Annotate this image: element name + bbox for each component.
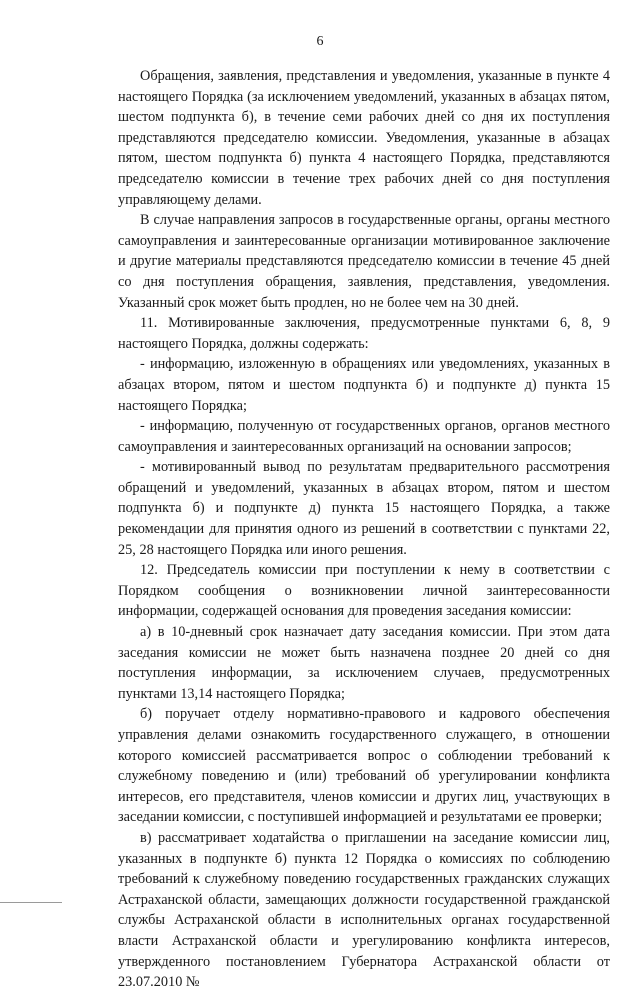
scan-artifact-line [0,902,62,903]
paragraph: Обращения, заявления, представления и уведомления, указанные в пункте 4 настоящего Порядка (за исключением уведомлений, указанных в абзацах пятом, шестом подпункта б), в течение семи рабочих дней со дня их поступления представляются председателю комиссии. Уведомления, указанные в абзацах пятом, шестом подпункта б) пункта 4 настоящего Порядка, представляются председателю комиссии в течение трех рабочих дней со дня поступления управляющему делами. [118,68,610,208]
paragraph: - информацию, полученную от государственных органов, органов местного самоуправления и заинтересованных организаций на основании запросов; [118,418,610,455]
paragraph: - мотивированный вывод по результатам предварительного рассмотрения обращений и уведомлений, указанных в абзацах втором, пятом и шестом подпункта б) и подпункте д) пункта 15 настоящего Порядка, а также рекомендации для принятия одного из решений в соответствии с пунктами 22, 25, 28 настоящего Порядка или иного решения. [118,459,610,558]
paragraph: - информацию, изложенную в обращениях или уведомлениях, указанных в абзацах втором, пятом и шестом подпункта б) и подпункте д) пункта 15 настоящего Порядка; [118,356,610,414]
paragraph: в) рассматривает ходатайства о приглашении на заседание комиссии лиц, указанных в подпункте б) пункта 12 Порядка о комиссиях по соблюдению требований к служебному поведению государственных гражданских служащих Астраханской области, замещающих должности государственной гражданской службы Астраханской области в исполнительных органах государственной власти Астраханской области и урегулированию конфликта интересов, утвержденного постановлением Губернатора Астраханской области от 23.07.2010 № [118,829,610,991]
document-body [118,66,610,993]
paragraph: 11. Мотивированные заключения, предусмотренные пунктами 6, 8, 9 настоящего Порядка, должны содержать: [118,315,610,352]
paragraph: а) в 10-дневный срок назначает дату заседания комиссии. При этом дата заседания комиссии не может быть назначена позднее 20 дней со дня поступления информации, за исключением случаев, предусмотренных пунктами 13,14 настоящего Порядка; [118,624,610,702]
paragraph: б) поручает отделу нормативно-правового и кадрового обеспечения управления делами ознакомить государственного служащего, в отношении которого комиссией рассматривается вопрос о соблюдении требований к служебному поведению и (или) требований об урегулировании конфликта интересов, его представителя, членов комиссии и других лиц, участвующих в заседании комиссии, с поступившей информацией и результатами ее проверки; [118,706,610,826]
paragraph: В случае направления запросов в государственные органы, органы местного самоуправления и заинтересованные организации мотивированное заключение и другие материалы представляются председателю комиссии в течение 45 дней со дня поступления обращения, заявления, представления, уведомления. Указанный срок может быть продлен, но не более чем на 30 дней. [118,212,610,311]
paragraph: 12. Председатель комиссии при поступлении к нему в соответствии с Порядком сообщения о возникновении личной заинтересованности информации, содержащей основания для проведения заседания комиссии: [118,562,610,620]
page-number: 6 [316,34,324,49]
